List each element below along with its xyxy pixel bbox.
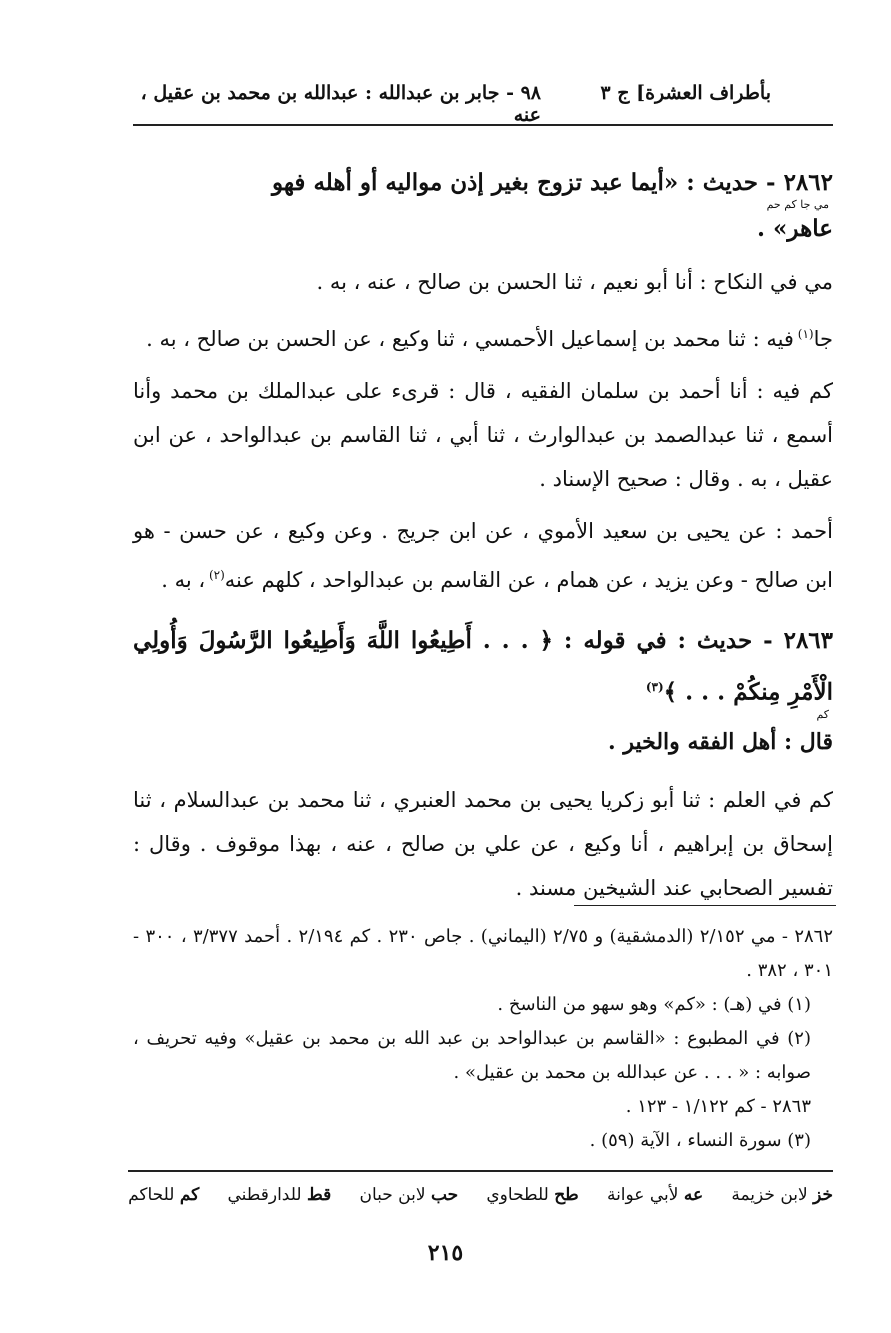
quran-verse: ﴿ . . . أَطِيعُوا اللَّهَ وَأَطِيعُوا الرَّسُولَ وَأُولِي الْأَمْرِ مِنكُمْ . . . ﴾ [133, 627, 833, 706]
hadith-2862 [133, 160, 833, 602]
abbreviations-rule [128, 1170, 833, 1172]
source-mi: مي في النكاح : أنا أبو نعيم ، ثنا الحسن بن صالح ، عنه ، به . [316, 270, 833, 294]
source-kam: كم فيه : أنا أحمد بن سلمان الفقيه ، قال : قرىء على عبدالملك بن محمد وأنا أسمع ، ثنا عبدالصمد بن عبدالوارث ، ثنا أبي ، ثنا القاسم بن عبدالواحد ، عن ابن عقيل ، به . وقال : صحيح الإسناد . [133, 379, 833, 491]
abbr-tah: طح للطحاوي [486, 1185, 579, 1205]
footnote-ref-2[interactable]: (٢) [205, 568, 225, 582]
footnote-2863: ٢٨٦٣ - كم ١/١٢٢ - ١٢٣ . [625, 1096, 811, 1117]
abbr-hib: حب لابن حبان [359, 1185, 459, 1205]
footnote-2: (٢) في المطبوع : «القاسم بن عبدالواحد بن عبد الله بن محمد بن عقيل» وفيه تحريف ، صوابه : « . . . عن عبدالله بن محمد بن عقيل» . [133, 1028, 811, 1083]
source-ahmad-end: ، به . [161, 568, 206, 592]
abbr-khuz: خز لابن خزيمة [731, 1185, 833, 1205]
header-book-title: بأطراف العشرة] ج ٣ [600, 82, 771, 104]
source-ja [133, 312, 833, 361]
header-chapter-title: ٩٨ - جابر بن عبدالله : عبدالله بن محمد بن عقيل ، عنه [140, 82, 541, 126]
hadith-2862-sigla: مي جا كم حم [766, 198, 829, 211]
source-kam-2863: كم في العلم : ثنا أبو زكريا يحيى بن محمد العنبري ، ثنا محمد بن عبدالسلام ، ثنا إسحاق بن إبراهيم ، أنا وكيع ، عن علي بن صالح ، عنه ، بهذا موقوف . وقال : تفسير الصحابي عند الشيخين مسند . [133, 787, 833, 900]
footnote-2862: ٢٨٦٢ - مي ٢/١٥٢ (الدمشقية) و ٢/٧٥ (اليماني) . جاص ٢٣٠ . كم ٢/١٩٤ . أحمد ٣/٣٧٧ ، ٣٠٠ - ٣٠١ ، ٣٨٢ . [133, 926, 833, 981]
page-number: ٢١٥ [427, 1240, 464, 1266]
hadith-2862-title: ٢٨٦٢ - حديث : «أيما عبد تزوج بغير إذن مواليه أو أهله فهو [271, 169, 833, 196]
abbreviations-key [128, 1185, 833, 1205]
abbr-kam: كم للحاكم [128, 1185, 200, 1205]
hadith-2863-qal: قال : أهل الفقه والخير . [608, 728, 833, 755]
footnote-separator [574, 905, 836, 906]
hadith-2863-title [133, 618, 833, 716]
source-ahmad [133, 509, 833, 602]
footnote-ref-3[interactable]: (٣) [645, 680, 664, 694]
abbr-qat: قط للدارقطني [227, 1185, 332, 1205]
main-text [133, 160, 833, 918]
footnote-3: (٣) سورة النساء ، الآية (٥٩) . [589, 1130, 811, 1151]
hadith-2863-sigla: كم [816, 707, 829, 721]
footnote-ref-1[interactable]: (١) [793, 327, 814, 341]
hadith-2862-title-end: عاهر» . [757, 215, 833, 242]
header-rule [133, 124, 833, 126]
abbr-ah: عه لأبي عوانة [606, 1185, 704, 1205]
hadith-2863-label: ٢٨٦٣ - حديث : في قوله : [563, 627, 834, 654]
source-ja-sigla: جا [813, 327, 833, 351]
footnote-1: (١) في (هـ) : «كم» وهو سهو من الناسخ . [497, 994, 811, 1015]
footnotes [133, 920, 833, 1158]
running-header [133, 82, 771, 126]
hadith-2863 [133, 618, 833, 910]
source-ahmad-text: أحمد : عن يحيى بن سعيد الأموي ، عن ابن جريج . وعن وكيع ، عن حسن - هو ابن صالح - وعن يزيد ، عن همام ، عن القاسم بن عبدالواحد ، كلهم عنه [133, 519, 833, 592]
source-ja-text: فيه : ثنا محمد بن إسماعيل الأحمسي ، ثنا وكيع ، عن الحسن بن صالح ، به . [146, 327, 794, 351]
